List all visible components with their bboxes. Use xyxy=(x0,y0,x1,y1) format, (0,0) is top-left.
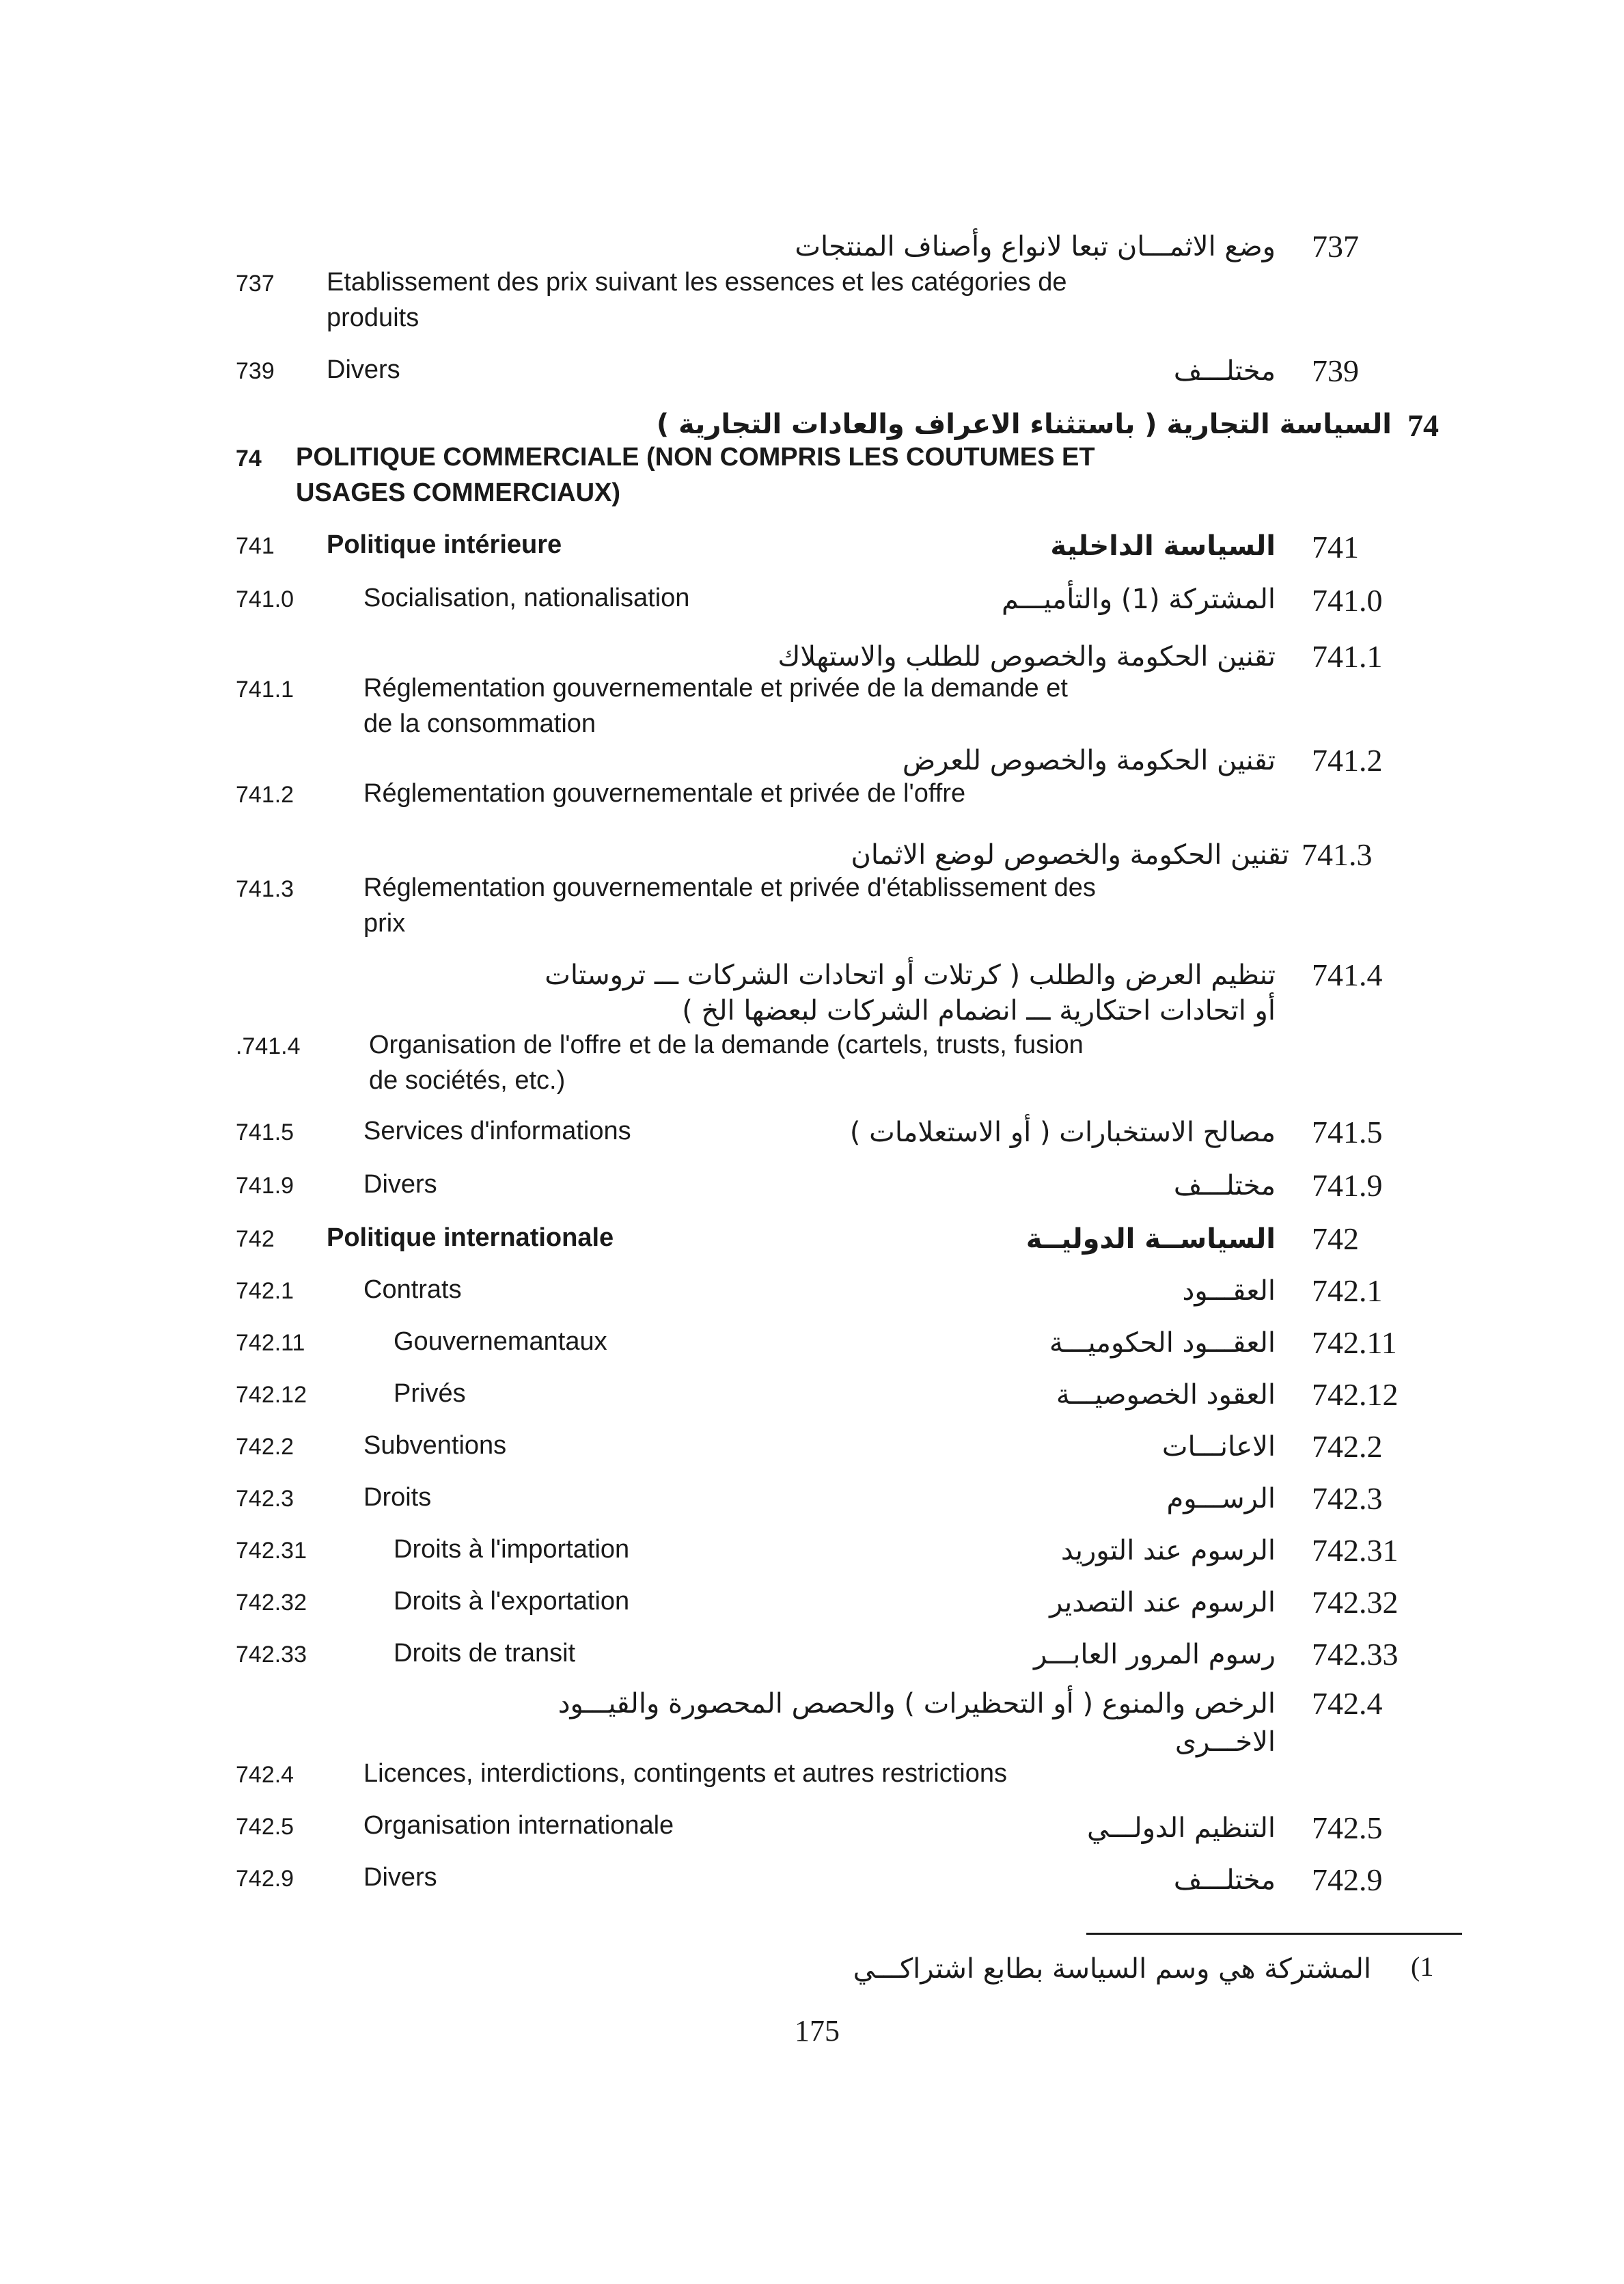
french-code: 742.5 xyxy=(236,1814,294,1840)
arabic-text: تقنين الحكومة والخصوص لوضع الاثمان xyxy=(851,839,1289,871)
french-code: 742.9 xyxy=(236,1866,294,1892)
french-code: 741.1 xyxy=(236,677,294,703)
arabic-code: 742.12 xyxy=(1312,1377,1399,1412)
french-heading: POLITIQUE COMMERCIALE (NON COMPRIS LES COUTUMES ET xyxy=(296,443,1095,472)
arabic-text: تقنين الحكومة والخصوص للطلب والاستهلاك xyxy=(777,641,1276,672)
french-code: 742 xyxy=(236,1226,275,1252)
french-text: Organisation de l'offre et de la demande (cartels, trusts, fusion xyxy=(369,1031,1084,1059)
arabic-code: 742.31 xyxy=(1312,1533,1399,1568)
french-code: 741.2 xyxy=(236,782,294,808)
french-text: Droits à l'importation xyxy=(394,1535,630,1564)
footnote-marker: (1 xyxy=(1411,1951,1434,1982)
french-text: Subventions xyxy=(363,1431,507,1460)
french-text: Droits à l'exportation xyxy=(394,1587,630,1616)
arabic-heading: السياســة الدوليــة xyxy=(1026,1223,1276,1255)
arabic-text: الرخص والمنوع ( أو التحظيرات ) والحصص المحصورة والقيـــود xyxy=(558,1688,1276,1719)
french-text: Réglementation gouvernementale et privée de l'offre xyxy=(363,779,966,808)
french-text: Divers xyxy=(327,355,400,384)
french-text: Droits de transit xyxy=(394,1639,576,1668)
french-text-continued: produits xyxy=(327,303,419,332)
french-text: Licences, interdictions, contingents et autres restrictions xyxy=(363,1759,1008,1788)
arabic-code: 741.1 xyxy=(1312,639,1383,674)
arabic-code: 742 xyxy=(1312,1221,1359,1256)
arabic-text: العقـــود xyxy=(1182,1275,1276,1307)
arabic-code: 742.4 xyxy=(1312,1686,1383,1721)
french-code: 742.31 xyxy=(236,1538,307,1564)
arabic-code: 741.9 xyxy=(1312,1168,1383,1203)
arabic-text: الاعانـــات xyxy=(1161,1431,1276,1463)
french-code: 742.32 xyxy=(236,1590,307,1616)
arabic-code: 742.32 xyxy=(1312,1585,1399,1620)
arabic-text: العقود الخصوصيـــة xyxy=(1056,1379,1276,1411)
arabic-code: 742.9 xyxy=(1312,1862,1383,1897)
arabic-text: العقـــود الحكوميـــة xyxy=(1049,1327,1276,1359)
french-text-continued: prix xyxy=(363,909,406,938)
arabic-code: 742.3 xyxy=(1312,1481,1383,1516)
french-code: 742.11 xyxy=(236,1330,305,1356)
french-code: 742.12 xyxy=(236,1382,307,1408)
french-text: Divers xyxy=(363,1170,437,1199)
french-code: 739 xyxy=(236,358,275,384)
arabic-code: 742.11 xyxy=(1312,1325,1397,1360)
arabic-heading: السياسة الداخلية xyxy=(1050,530,1276,562)
arabic-code: 741.2 xyxy=(1312,743,1383,778)
french-code: 741.3 xyxy=(236,876,294,902)
french-code: 741.5 xyxy=(236,1119,294,1145)
french-text: Contrats xyxy=(363,1275,462,1304)
french-text: Divers xyxy=(363,1863,437,1892)
arabic-text: التنظيم الدولـــي xyxy=(1087,1812,1276,1844)
arabic-text: مصالح الاستخبارات ( أو الاستعلامات ) xyxy=(849,1117,1276,1148)
arabic-text: الرسوم عند التصدير xyxy=(1049,1587,1276,1618)
arabic-code: 741.4 xyxy=(1312,957,1383,992)
french-code: 742.2 xyxy=(236,1434,294,1460)
french-code: 741 xyxy=(236,533,275,559)
arabic-code: 741.3 xyxy=(1302,837,1373,872)
french-text: Etablissement des prix suivant les essences et les catégories de xyxy=(327,268,1067,297)
french-text: Réglementation gouvernementale et privée de la demande et xyxy=(363,674,1068,703)
arabic-code: 741 xyxy=(1312,530,1359,565)
french-code: 74 xyxy=(236,446,262,472)
arabic-code: 742.5 xyxy=(1312,1810,1383,1845)
french-heading: Politique intérieure xyxy=(327,530,562,559)
french-code: 742.1 xyxy=(236,1278,294,1304)
french-code: .741.4 xyxy=(236,1033,301,1059)
french-text: Services d'informations xyxy=(363,1117,631,1145)
arabic-code: 742.33 xyxy=(1312,1637,1399,1672)
arabic-code: 741.5 xyxy=(1312,1115,1383,1150)
arabic-code: 742.2 xyxy=(1312,1429,1383,1464)
arabic-code: 742.1 xyxy=(1312,1273,1383,1308)
footnote-rule xyxy=(1086,1933,1462,1935)
arabic-text: المشتركة (1) والتأميـــم xyxy=(1002,584,1276,615)
arabic-code: 739 xyxy=(1312,353,1359,388)
arabic-text: الرسوم عند التوريد xyxy=(1060,1535,1276,1566)
arabic-heading: السياسة التجارية ( باستثناء الاعراف والعادات التجارية ) xyxy=(656,409,1392,440)
french-code: 742.3 xyxy=(236,1486,294,1512)
french-text-continued: de sociétés, etc.) xyxy=(369,1066,566,1095)
arabic-code: 737 xyxy=(1312,229,1359,264)
arabic-text: مختلـــف xyxy=(1173,1864,1276,1896)
arabic-text: رسوم المرور العابـــر xyxy=(1034,1639,1276,1670)
french-text: Droits xyxy=(363,1483,432,1512)
arabic-text-continued: الاخـــرى xyxy=(1174,1726,1276,1758)
french-text: Socialisation, nationalisation xyxy=(363,584,690,612)
arabic-text: تقنين الحكومة والخصوص للعرض xyxy=(902,745,1276,776)
page-number: 175 xyxy=(795,2014,840,2048)
french-heading: Politique internationale xyxy=(327,1223,614,1252)
french-text: Gouvernemantaux xyxy=(394,1327,607,1356)
arabic-text: تنظيم العرض والطلب ( كرتلات أو اتحادات الشركات ـــ تروستات xyxy=(545,960,1276,991)
french-code: 742.33 xyxy=(236,1642,307,1668)
arabic-text: مختلـــف xyxy=(1173,355,1276,387)
french-code: 741.9 xyxy=(236,1173,294,1199)
french-text: Réglementation gouvernementale et privée d'établissement des xyxy=(363,873,1096,902)
french-code: 741.0 xyxy=(236,586,294,612)
arabic-code: 741.0 xyxy=(1312,583,1383,618)
french-heading-continued: USAGES COMMERCIAUX) xyxy=(296,478,621,507)
french-text: Privés xyxy=(394,1379,466,1408)
arabic-text: وضع الاثمـــان تبعا لانواع وأصناف المنتجات xyxy=(795,231,1276,262)
arabic-text: الرســـوم xyxy=(1166,1483,1276,1514)
arabic-code: 74 xyxy=(1407,408,1439,443)
arabic-text-continued: أو اتحادات احتكارية ـــ انضمام الشركات لبعضها الخ ) xyxy=(682,995,1276,1027)
french-code: 737 xyxy=(236,271,275,297)
french-text: Organisation internationale xyxy=(363,1811,674,1840)
french-code: 742.4 xyxy=(236,1762,294,1788)
footnote-text: المشتركة هي وسم السياسة بطابع اشتراكـــي xyxy=(853,1953,1371,1985)
arabic-text: مختلـــف xyxy=(1173,1170,1276,1201)
french-text-continued: de la consommation xyxy=(363,709,596,738)
